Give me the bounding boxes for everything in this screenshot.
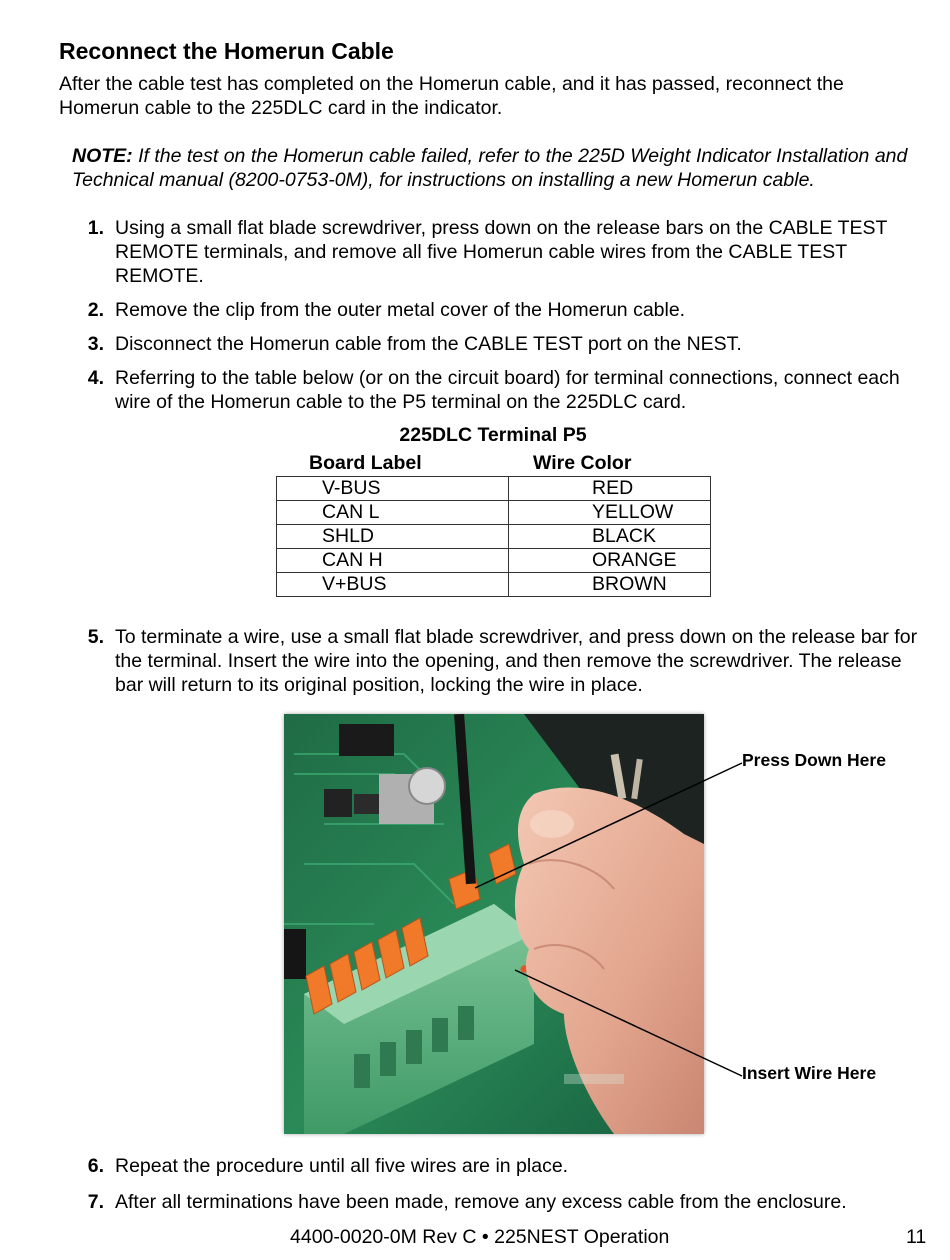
table-row bbox=[277, 501, 711, 525]
wire-color-cell: BROWN bbox=[509, 573, 711, 597]
step-text: Repeat the procedure until all five wires are in place. bbox=[115, 1155, 569, 1177]
wire-color-cell: YELLOW bbox=[509, 501, 711, 525]
terminal-photo-illustration bbox=[284, 714, 704, 1134]
table-row bbox=[277, 525, 711, 549]
section-heading: Reconnect the Homerun Cable bbox=[59, 38, 394, 64]
step-text: Referring to the table below (or on the circuit board) for terminal connections, connect each wire of the Homerun cable to the P5 terminal on the 225DLC card. bbox=[115, 367, 900, 413]
note-text: If the test on the Homerun cable failed, refer to the 225D Weight Indicator Installation and Technical manual (8200-0753-0M), for instructions on installing a new Homerun cable. bbox=[72, 145, 908, 191]
callout-press-down: Press Down Here bbox=[742, 750, 886, 770]
page-number: 11 bbox=[906, 1226, 927, 1248]
board-label-cell: V+BUS bbox=[277, 573, 509, 597]
step-number: 3. bbox=[87, 333, 104, 355]
board-label-cell: V-BUS bbox=[277, 477, 509, 501]
step-number: 1. bbox=[87, 217, 104, 239]
note-paragraph bbox=[72, 144, 942, 192]
table-title: 225DLC Terminal P5 bbox=[399, 424, 587, 446]
callout-insert-wire: Insert Wire Here bbox=[742, 1063, 877, 1083]
footer-document-id: 4400-0020-0M Rev C • 225NEST Operation bbox=[290, 1226, 670, 1248]
step-text: Disconnect the Homerun cable from the CABLE TEST port on the NEST. bbox=[115, 333, 742, 355]
step-number: 5. bbox=[87, 626, 104, 648]
note-label: NOTE: bbox=[72, 145, 133, 167]
step-number: 6. bbox=[87, 1155, 104, 1177]
board-label-cell: CAN L bbox=[277, 501, 509, 525]
table-header-board-label: Board Label bbox=[309, 452, 422, 474]
table-row bbox=[277, 549, 711, 573]
terminal-photo bbox=[284, 714, 704, 1134]
step-text: To terminate a wire, use a small flat blade screwdriver, and press down on the release bar for the terminal. Insert the wire into the opening, and then remove the screwdriver. The release bar will return to its original position, locking the wire in place. bbox=[115, 626, 918, 696]
table-row bbox=[277, 573, 711, 597]
wire-color-cell: RED bbox=[509, 477, 711, 501]
step-5 bbox=[80, 625, 920, 697]
step-number: 2. bbox=[87, 299, 104, 321]
step-7 bbox=[80, 1190, 920, 1214]
step-2 bbox=[80, 298, 920, 322]
step-number: 7. bbox=[87, 1191, 104, 1213]
table-row bbox=[277, 477, 711, 501]
step-text: Remove the clip from the outer metal cover of the Homerun cable. bbox=[115, 299, 686, 321]
table-header-wire-color: Wire Color bbox=[533, 452, 632, 474]
intro-paragraph: After the cable test has completed on the Homerun cable, and it has passed, reconnect the Homerun cable to the 225DLC card in the indicator. bbox=[59, 73, 844, 119]
terminal-table bbox=[276, 476, 711, 597]
step-number: 4. bbox=[87, 367, 104, 389]
step-1 bbox=[80, 216, 920, 288]
step-4 bbox=[80, 366, 920, 414]
step-text: After all terminations have been made, remove any excess cable from the enclosure. bbox=[115, 1191, 847, 1213]
board-label-cell: CAN H bbox=[277, 549, 509, 573]
step-6 bbox=[80, 1154, 920, 1178]
wire-color-cell: ORANGE bbox=[509, 549, 711, 573]
step-3 bbox=[80, 332, 920, 356]
step-text: Using a small flat blade screwdriver, press down on the release bars on the CABLE TEST REMOTE terminals, and remove all five Homerun cable wires from the CABLE TEST REMOTE. bbox=[115, 217, 888, 287]
wire-color-cell: BLACK bbox=[509, 525, 711, 549]
board-label-cell: SHLD bbox=[277, 525, 509, 549]
